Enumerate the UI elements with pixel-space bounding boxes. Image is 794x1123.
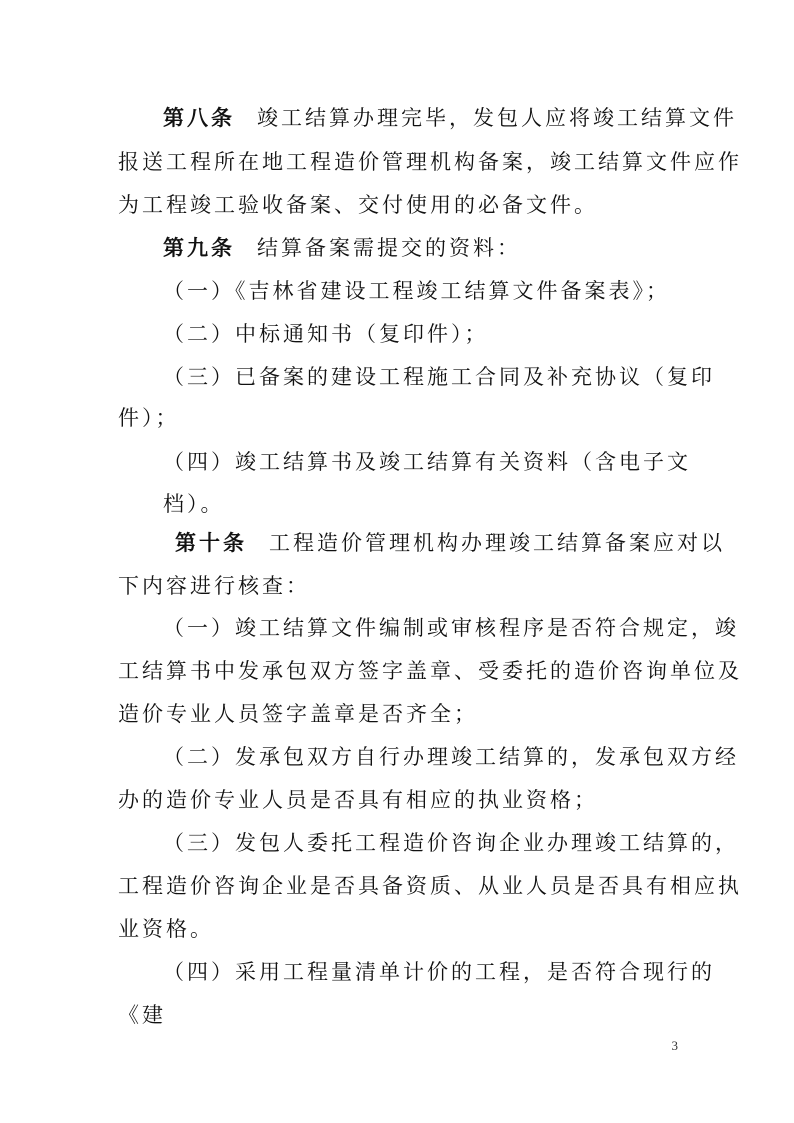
article-9-item-3-cont: 件）； [118,406,180,430]
article-10-item-4-line-1: （四）采用工程量清单计价的工程，是否符合现行的 [163,960,715,984]
article-8-line-1 [163,104,737,132]
article-9-heading: 第九条 [163,235,235,260]
article-10-item-2-line-1: （二）发承包双方自行办理竣工结算的，发承包双方经 [163,745,739,769]
article-10-item-1-line-1: （一）竣工结算文件编制或审核程序是否符合规定，竣 [163,616,739,640]
article-10-item-1-line-2: 工结算书中发承包双方签字盖章、受委托的造价咨询单位及 [118,659,742,683]
article-8-line-3: 为工程竣工验收备案、交付使用的必备文件。 [118,193,598,217]
article-9-intro: 结算备案需提交的资料： [257,236,521,260]
article-10-item-3-line-2: 工程造价咨询企业是否具备资质、从业人员是否具有相应执 [118,874,742,898]
article-9-item-2: （二）中标通知书（复印件）； [163,322,489,346]
page-number: 3 [671,1038,678,1053]
article-9-line-1 [163,234,521,262]
article-8-line-2: 报送工程所在地工程造价管理机构备案，竣工结算文件应作 [118,150,742,174]
article-10-item-4-line-2: 《建 [118,1003,166,1027]
article-10-line-1 [175,529,725,557]
article-10-item-3-line-3: 业资格。 [118,917,214,941]
article-10-item-1-line-3: 造价专业人员签字盖章是否齐全； [118,702,478,726]
article-10-item-2-line-2: 办的造价专业人员是否具有相应的执业资格； [118,788,598,812]
article-10-heading: 第十条 [175,530,247,555]
article-8-text-1: 竣工结算办理完毕，发包人应将竣工结算文件 [257,106,737,130]
article-10-text-1: 工程造价管理机构办理竣工结算备案应对以 [269,531,725,555]
article-9-item-4-cont: 档）。 [163,492,225,516]
article-9-item-4: （四）竣工结算书及竣工结算有关资料（含电子文 [163,450,691,474]
article-9-item-3: （三）已备案的建设工程施工合同及补充协议（复印 [163,365,715,389]
article-8-heading: 第八条 [163,105,235,130]
article-9-item-1: （一）《吉林省建设工程竣工结算文件备案表》； [163,279,670,303]
article-10-line-2: 下内容进行核查： [118,574,310,598]
article-10-item-3-line-1: （三）发包人委托工程造价咨询企业办理竣工结算的， [163,831,739,855]
